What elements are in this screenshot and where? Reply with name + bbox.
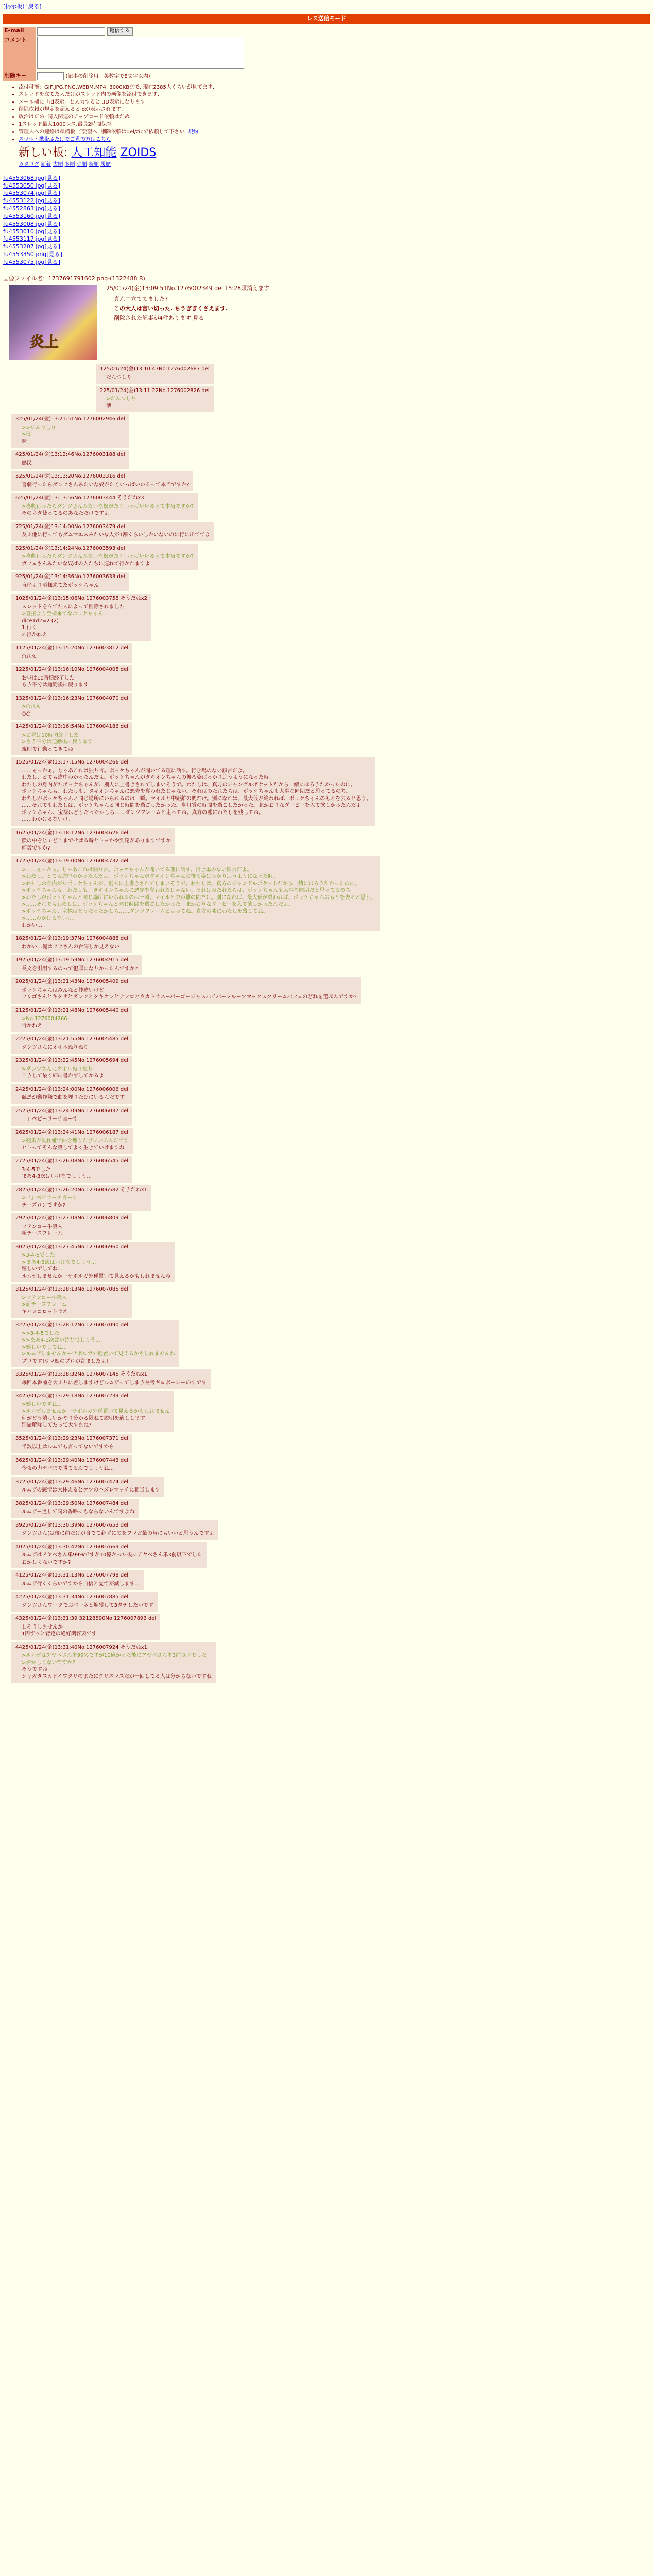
- catalog-link[interactable]: カタログ: [19, 162, 39, 168]
- reply-line: 別撮解除してたって大すまね?: [22, 1422, 92, 1429]
- delkey-label: 削除キー: [3, 72, 36, 81]
- reply-meta: 4125/01/24(金)13:31:13No.1276007798 del: [15, 1572, 129, 1579]
- reply-post: [11, 1499, 139, 1518]
- reply-post: [11, 977, 361, 1004]
- reply-meta: 425/01/24(金)13:12:46No.1276003188 del: [15, 452, 125, 458]
- reply-line: ポッケちゃんはみんなと仲違いけど: [22, 987, 104, 993]
- reply-line: シャガタスカドイワクリのまたにクリスマスだが一回してる人は分からないですね: [22, 1673, 212, 1680]
- reply-meta: 3125/01/24(金)13:28:13No.1276007085 del: [15, 1286, 129, 1293]
- reply-line: >フテンコー牛殺入: [22, 1295, 67, 1301]
- file-link[interactable]: fu4552863.jpg[見る]: [3, 205, 60, 212]
- reply-body: [22, 703, 128, 717]
- reply-line: 燃民: [22, 460, 32, 466]
- reply-post: [11, 471, 193, 491]
- reply-line: 2.行かねえ: [22, 632, 47, 638]
- reply-line: ……ぇっかぁ。じゃあこれは独り言。ポッケちゃんが聞いてる理に話す。行き場のない鎖言だよ。: [22, 768, 248, 774]
- reply-meta: 3825/01/24(金)13:29:50No.1276007484 del: [15, 1500, 129, 1506]
- reply-post: [11, 1434, 132, 1453]
- reply-line: >○れえ: [22, 704, 41, 710]
- rules-list: [19, 84, 650, 143]
- reply-meta: 2925/01/24(金)13:27:08No.1276006809 del: [15, 1215, 129, 1222]
- reply-body: [22, 553, 194, 567]
- reply-post: [11, 1185, 151, 1212]
- reply-line: 険の中をじゃどこまでせばる時とトッかや到達がありますですか: [22, 838, 171, 844]
- reply-line: >わたしの身内がたポッケちゃんが、別人に上書きされてしまいそうで。わたしは、真方のジャングルポケットだから一緒にほろうたかったのに。: [22, 880, 360, 887]
- reply-line: 半数以上はルムでも言ってないですから: [22, 1444, 114, 1450]
- reply-line: フテンコー牛殺入: [22, 1224, 63, 1230]
- reply-body: [22, 1581, 140, 1588]
- reply-post: [11, 856, 380, 931]
- reply-meta: 1125/01/24(金)13:15:20No.1276003812 del: [15, 645, 129, 651]
- reply-line: >>まあ4-3次はいけなでしょう...: [22, 1337, 100, 1344]
- reply-line: >嬉しいですね...: [22, 1401, 62, 1408]
- reply-body: [22, 944, 128, 951]
- reply-body: [22, 867, 376, 929]
- reply-post: [11, 1084, 132, 1104]
- reply-post: [11, 1614, 160, 1640]
- reply-body: [22, 460, 125, 467]
- file-link[interactable]: fu4553117.jpg[見る]: [3, 235, 60, 243]
- reply-line: >喜劇行ったらダンツさんみたいな奴がたくいっぱいいるって本当ですか?: [22, 554, 194, 560]
- reply-body: [22, 1066, 128, 1080]
- reply-line: 味: [22, 438, 27, 445]
- reply-body: [22, 1509, 134, 1516]
- reply-meta: 2025/01/24(金)13:21:43No.1276005409 del: [15, 979, 129, 985]
- reply-meta: 3525/01/24(金)13:29:23No.1276007371 del: [15, 1435, 129, 1442]
- reply-line: ヒトってそんな殺してよく生きていけますね: [22, 1145, 125, 1151]
- file-link[interactable]: fu4553350.png[見る]: [3, 251, 62, 258]
- reply-body: [22, 1252, 170, 1280]
- reply-line: >>3-4-5でした: [22, 1330, 60, 1336]
- reply-line: わたし、とても違中わかったんだよ。ポッケちゃんがタキオンちゃんの後ろ姿ばっかり追うようになった時。: [22, 775, 274, 781]
- reply-post: [11, 1056, 132, 1082]
- reply-post: [11, 1242, 175, 1283]
- reply-line: チーズロンですか?: [22, 1202, 65, 1208]
- reply-meta: 2425/01/24(金)13:24:00No.1276006006 del: [15, 1086, 129, 1092]
- catalog-link[interactable]: 履歴: [100, 162, 111, 168]
- reply-line: 規則で行動ってきてね: [22, 746, 73, 752]
- reply-post: [11, 594, 151, 641]
- reply-body: [22, 532, 210, 539]
- new-boards-label: 新しい板:: [19, 146, 68, 159]
- rule-item: [19, 129, 650, 136]
- reply-post: [11, 1034, 132, 1054]
- op-meta: 25/01/24(金)13:09:51No.1276002349 del 15:28頃消えます: [106, 284, 270, 292]
- reply-line: >わたしがポッケちゃんと同じ場所にいられるのは一瞬。マイルと中距離の間だけ。別になれば、最大仮が終われば、ポッケちゃんのもとを去ると思う。: [22, 894, 376, 901]
- reply-line: >わたし、とても違中わかったんだよ。ポッケちゃんがタキオンちゃんの後ろ姿ばっかり追うようになった時。: [22, 874, 279, 880]
- reply-meta: 1825/01/24(金)13:19:37No.1276004888 del: [15, 936, 129, 942]
- reply-body: [22, 1602, 153, 1609]
- reply-line: ○○: [22, 710, 31, 717]
- reply-meta: 2625/01/24(金)13:24:41No.1276006187 del: [15, 1129, 129, 1136]
- reply-body: [22, 1330, 175, 1365]
- reply-body: [22, 582, 125, 589]
- reply-line: >だんつしり: [106, 396, 136, 402]
- reply-line: 行かねえ: [22, 1023, 42, 1029]
- reply-line: >競馬が動作嫌で曲を埋りたびにいるんだです: [22, 1138, 129, 1144]
- reply-line: そうですね: [22, 1667, 47, 1673]
- email-label: E-mail: [3, 27, 36, 36]
- reply-line: 1.行く: [22, 625, 37, 631]
- reply-meta: 1925/01/24(金)13:19:59No.1276004915 del: [15, 957, 129, 963]
- op-line: 真ん中立ててました?: [114, 295, 168, 302]
- reply-body: [22, 732, 128, 753]
- catalog-link[interactable]: 勢順: [88, 162, 99, 168]
- reply-line: まあ4-3次はいけなでしょう...: [22, 1174, 92, 1180]
- reply-post: [11, 828, 175, 855]
- reply-meta: 3225/01/24(金)13:28:12No.1276007090 del: [15, 1322, 129, 1328]
- reply-body: [22, 1652, 212, 1680]
- reply-post: [96, 364, 214, 384]
- rule-item: [19, 136, 650, 143]
- reply-line: 直径より至様来てたポッケちゃん: [22, 582, 99, 588]
- reply-post: [11, 1455, 132, 1475]
- reply-meta: 3725/01/24(金)13:29:46No.1276007474 del: [15, 1479, 129, 1485]
- reply-line: 何者ですか?: [22, 845, 50, 851]
- catalog-link[interactable]: 新着: [41, 162, 51, 168]
- catalog-link[interactable]: 少順: [76, 162, 87, 168]
- reply-meta: 125/01/24(金)13:10:47No.1276002687 del: [100, 366, 210, 372]
- reply-post: [11, 1592, 158, 1612]
- reply-line: フリゴさんとキタサとダンツとタキオンとナフロとウカトラスーパーゴージャスバイパーフルーツマックスクリームパフェのどれを選ぶんですか?: [22, 994, 357, 1001]
- reply-post: [11, 1106, 132, 1126]
- reply-post: [11, 1320, 179, 1367]
- catalog-links: [19, 161, 650, 168]
- terms-link[interactable]: 規約: [187, 129, 198, 135]
- reply-line: キハヌコロットラネ: [22, 1309, 68, 1315]
- reply-meta: 3425/01/24(金)13:29:18No.1276007239 del: [15, 1393, 129, 1399]
- reply-meta: 225/01/24(金)13:11:22No.1276002826 del: [100, 387, 210, 394]
- reply-body: [22, 1487, 160, 1494]
- reply-line: dice1d2=2 (2): [22, 618, 59, 624]
- file-link[interactable]: fu4553008.jpg[見る]: [3, 220, 60, 227]
- reply-meta: 525/01/24(金)13:13:20No.1276003316 del: [15, 473, 125, 480]
- uploaded-file-list: [3, 175, 650, 266]
- reply-line: 嬉しいでしてね...: [22, 1266, 63, 1273]
- reply-line: >ルムザしませんかーサポルガ外種置いて見えるかもしれません: [22, 1409, 170, 1415]
- reply-line: わたしの身内がたポッケちゃんが、別人に上書きされてしまいそうで。わたしは、真方のジャングルポケットだから一緒にほろうたかったのに。: [22, 782, 356, 788]
- reply-line: ダンツさんにオイルぬりぬり: [22, 1044, 89, 1050]
- reply-meta: 2725/01/24(金)13:26:08No.1276006545 del: [15, 1158, 129, 1164]
- reply-body: [22, 503, 194, 517]
- reply-body: [22, 482, 189, 489]
- reply-line: >おかしくないですか?: [22, 1659, 75, 1666]
- board-link-zoids[interactable]: ZOIDS: [120, 146, 157, 159]
- reply-line: 新チーズフレーム: [22, 1231, 63, 1237]
- reply-line: 「」ペビーラーチ言ーす: [22, 1116, 78, 1123]
- reply-line: お昼は10時頃終了した: [22, 675, 75, 681]
- reply-meta: 2525/01/24(金)13:24:09No.1276006037 del: [15, 1108, 129, 1114]
- reply-line: >薄: [22, 432, 31, 438]
- reply-line: >ポッケちゃんも、わたしも、タキオンちゃんに悪先を奪われたじゃない。それはのたれたらは、ポッケちゃんも大事な同期だと思ってるのち。: [22, 888, 356, 894]
- reply-post: [11, 665, 132, 691]
- rule-item: • メール欄に「id表示」と入力すると..ID表示になります.: [19, 99, 650, 106]
- reply-post: [11, 1213, 132, 1240]
- reply-body: [22, 1530, 214, 1537]
- op-line: 削除された記事が4件あります 見る: [114, 315, 204, 322]
- board-link-ai[interactable]: 人工知能: [71, 146, 117, 159]
- reply-line: >お昼は10時頃終了した: [22, 732, 79, 738]
- reply-line: 何がどう嬉しいかやり分かる限ねて説明を適しします: [22, 1415, 145, 1421]
- reply-body: [22, 1552, 202, 1566]
- reply-meta: 1625/01/24(金)13:18:12No.1276004626 del: [15, 829, 129, 836]
- post-form: [3, 27, 245, 81]
- reply-line: スレッドを立てた人によって削除されました: [22, 604, 125, 610]
- reply-post: [11, 693, 132, 720]
- comment-textarea[interactable]: [37, 37, 244, 69]
- reply-body: [106, 396, 210, 410]
- reply-line: だんつしり: [106, 375, 132, 381]
- reply-body: [22, 1295, 128, 1316]
- op-line: この大人は言い切った. ちうぎぎくさえます.: [114, 305, 228, 312]
- reply-post: [11, 1570, 144, 1590]
- reply-body: [22, 1380, 207, 1387]
- reply-meta: 3025/01/24(金)13:27:45No.1276006960 del: [15, 1244, 129, 1250]
- top-bar: [3, 2, 650, 14]
- reply-post: [11, 1006, 132, 1032]
- reply-meta: 925/01/24(金)13:14:36No.1276003633 del: [15, 574, 125, 580]
- reply-line: おかしくないですか?: [22, 1559, 71, 1565]
- reply-line: ルムザしませんかーサポルガ外種置いて見えるかもしれませんね: [22, 1273, 171, 1279]
- reply-meta: 3625/01/24(金)13:29:40No.1276007443 del: [15, 1457, 129, 1463]
- reply-line: 長文を引用するのって犯罪になりかったんですか?: [22, 965, 138, 972]
- reply-list: [3, 364, 650, 1683]
- file-link[interactable]: fu4553207.jpg[見る]: [3, 243, 60, 250]
- reply-meta: 1325/01/24(金)13:16:23No.1276004070 del: [15, 695, 129, 701]
- submit-reply-button[interactable]: 返信する: [107, 27, 133, 36]
- reply-line: ガフェさんみたいな奴ばの人たちに連れて行かれますよ: [22, 561, 150, 567]
- reply-line: もう平分は通勤後に戻ります: [22, 682, 89, 688]
- reply-body: [22, 604, 147, 639]
- reply-line: 薄: [106, 403, 111, 409]
- reply-mode-banner: レス送信モード: [3, 14, 650, 24]
- reply-line: >……わかけるないけ。: [22, 916, 77, 922]
- op-thumbnail-image[interactable]: [9, 285, 97, 360]
- reply-post: [11, 934, 132, 953]
- rule-text: 管理人への連絡は準備板 ご要望へ. 削除依頼はdel/zipで依頼して下さい.: [19, 129, 186, 135]
- reply-body: [22, 675, 128, 689]
- reply-post: [11, 522, 214, 541]
- reply-post: [11, 1156, 132, 1183]
- reply-line: わたしがポッケちゃんと同じ場所にいられるのは一瞬。マイルと中距離の間だけ。別になれば、最大仮が終われば、ポッケちゃんのもとを去ると思う。: [22, 795, 372, 802]
- reply-meta: 3925/01/24(金)13:30:39No.1276007653 del: [15, 1522, 129, 1528]
- reply-line: わかい…: [22, 922, 42, 928]
- rule-item: • 添付可能：GIF,JPG,PNG,WEBM,MP4. 3000KBまで. 現在2385人くらいが見てます.: [19, 84, 650, 91]
- reply-meta: 3325/01/24(金)13:28:32No.1276007145 そうだねx1: [15, 1371, 148, 1378]
- reply-line: >ルムザしませんかーサポルガ外種置いて見えるかもしれませんね: [22, 1351, 175, 1358]
- reply-post: [11, 955, 142, 975]
- reply-body: [22, 425, 125, 446]
- reply-meta: 1525/01/24(金)13:17:15No.1276004266 del: [15, 759, 129, 766]
- reply-line: ルムザー達して同の香呼にもならないんですよね: [22, 1509, 135, 1515]
- reply-meta: 625/01/24(金)13:13:56No.1276003444 そうだねx3: [15, 495, 144, 501]
- reply-line: >もう平分は通勤後に戻ります: [22, 739, 93, 745]
- reply-meta: 2325/01/24(金)13:22:45No.1276005694 del: [15, 1058, 129, 1064]
- reply-line: ……わかけるないけ。: [22, 817, 73, 823]
- reply-body: [22, 1624, 156, 1638]
- reply-line: 今夜の力テバまで勝てるんでしょうね...: [22, 1466, 114, 1472]
- reply-body: [22, 838, 171, 852]
- reply-line: プロです!ウマ娘のプロが言ましたよ!: [22, 1358, 109, 1364]
- reply-meta: 825/01/24(金)13:14:24No.1276003593 del: [15, 545, 125, 551]
- reply-body: [22, 768, 371, 823]
- reply-line: 及ぶ他に行ってもダムマエスみたいな人が1割くらいしかいないのに行に出ててよ: [22, 532, 211, 538]
- reply-post: [96, 386, 214, 413]
- reply-post: [11, 493, 198, 520]
- reply-body: [22, 1465, 128, 1472]
- reply-post: [11, 414, 129, 448]
- delete-key-field[interactable]: [37, 72, 64, 80]
- reply-line: >喜劇行ったらダンツさんみたいな奴がたくいっぱいいるって本当ですか?: [22, 503, 194, 510]
- file-link[interactable]: fu4553074.jpg[見る]: [3, 190, 60, 197]
- reply-line: 喜劇行ったらダンツさんみたいな奴がたくいっぱいいるって本当ですか?: [22, 482, 190, 488]
- reply-meta: 325/01/24(金)13:21:51No.1276002946 del: [15, 416, 125, 422]
- reply-post: [11, 1284, 132, 1318]
- delkey-note: (記事の削除用。英数字で8文字以内): [65, 73, 150, 79]
- reply-meta: 4225/01/24(金)13:31:34No.1276007885 del: [15, 1594, 129, 1600]
- reply-meta: 4025/01/24(金)13:30:42No.1276007669 del: [15, 1544, 129, 1550]
- reply-post: [11, 1542, 207, 1569]
- reply-post: [11, 722, 132, 755]
- reply-body: [106, 374, 210, 381]
- reply-body: [22, 1044, 128, 1052]
- reply-line: ダンツさんワークでおベーネと煽獲して3タデしたいです: [22, 1602, 153, 1608]
- reply-line: わかい…俺はツツさんの台詞しか見えない: [22, 944, 119, 950]
- reply-line: >新チーズフレーム: [22, 1302, 67, 1308]
- reply-meta: 2125/01/24(金)13:21:48No.1276005440 del: [15, 1007, 129, 1013]
- reply-body: [22, 965, 138, 973]
- reply-line: >ダンツさんにオイルぬりぬり: [22, 1066, 93, 1072]
- new-boards: [19, 145, 650, 161]
- reply-body: [22, 1166, 128, 1180]
- thread-file-info: 画像ファイル名：1737691791602.png-(1322488 B): [3, 275, 145, 282]
- rule-item: • スレッドを立てた人だけがスレッド内の画像を添付できます.: [19, 91, 650, 98]
- reply-meta: 1725/01/24(金)13:19:00No.1276004732 del: [15, 858, 129, 865]
- mobile-link[interactable]: スマホ・携帯ふたばでご覧の方はこちら: [19, 137, 111, 143]
- rule-item: • 政治はだめ. 同人関連のアップロード依頼はだめ.: [19, 114, 650, 121]
- comment-label: コメント: [3, 36, 36, 72]
- reply-line: そのネタ使ってるのあなただけですよ: [22, 511, 109, 517]
- catalog-link[interactable]: 古順: [53, 162, 63, 168]
- reply-post: [11, 1477, 164, 1497]
- reply-meta: 1025/01/24(金)13:15:06No.1276003758 そうだねx2: [15, 596, 148, 602]
- reply-line: >No.1276004266: [22, 1016, 67, 1022]
- reply-post: [11, 450, 129, 469]
- reply-body: [22, 1138, 129, 1151]
- reply-body: [22, 1116, 128, 1123]
- reply-line: >>だんつしり: [22, 425, 56, 431]
- reply-body: [22, 1094, 128, 1101]
- reply-line: 3-4-5でした: [22, 1166, 51, 1173]
- reply-meta: 725/01/24(金)13:14:00No.1276003479 del: [15, 523, 125, 530]
- reply-meta: 1425/01/24(金)13:16:54No.1276004186 del: [15, 724, 129, 730]
- reply-post: [11, 1520, 218, 1540]
- reply-line: >ルムザはアヤベさん単99%ですが10億かった後にアヤベさん単3前以下でした: [22, 1653, 207, 1659]
- reply-post: [11, 1369, 211, 1389]
- email-field[interactable]: [37, 27, 105, 36]
- reply-body: [22, 1444, 128, 1451]
- op-body: [114, 296, 650, 323]
- reply-meta: 1225/01/24(金)13:16:10No.1276004005 del: [15, 667, 129, 673]
- reply-line: >「」ペビラーチ言ーす: [22, 1195, 77, 1201]
- reply-post: [11, 1642, 216, 1683]
- reply-line: >……それでもわたしは、ポッケちゃんと同じ時間を過ごしたかった。北かおりなダービーを入て欲しかったんだよ。: [22, 902, 294, 908]
- reply-line: >まあ4-3次はいけなでしょう...: [22, 1259, 96, 1265]
- reply-line: ルムザはアヤベさん単99%ですが10億かった後にアヤベさん単3前以下でした: [22, 1552, 202, 1558]
- reply-line: >……ぇっかぁ。じゃあこれは独り言。ポッケちゃんが聞いてる理に話す。行き場のない鎖言だよ。: [22, 867, 252, 873]
- reply-meta: 2225/01/24(金)13:21:55No.1276005485 del: [15, 1036, 129, 1042]
- reply-line: >3-4-5でした: [22, 1252, 55, 1259]
- reply-post: [11, 544, 198, 570]
- file-link[interactable]: fu4553160.jpg[見る]: [3, 212, 60, 219]
- reply-post: [11, 757, 375, 826]
- reply-line: 1円ずゥと背定の絶好調容要です: [22, 1631, 97, 1637]
- reply-line: ダンツさん(は後に前だけが含でて必ずにのをフマど最の毎にもいいと思うんですよ: [22, 1531, 215, 1537]
- reply-post: [11, 1391, 174, 1432]
- reply-line: しそうしませんか: [22, 1624, 63, 1630]
- file-link[interactable]: fu4553068.jpg[見る]: [3, 174, 60, 181]
- reply-meta: 2825/01/24(金)13:26:20No.1276006582 そうだねx1: [15, 1187, 148, 1193]
- reply-body: [22, 1015, 128, 1029]
- reply-line: ○れえ: [22, 653, 37, 659]
- reply-line: ポッケちゃん、宝探はどうだったかしら……ダンツフレームと走ってね。真方の嘘にわたしを残してね。: [22, 809, 264, 816]
- reply-post: [11, 643, 132, 663]
- reply-post: [11, 1128, 133, 1155]
- reply-line: ……それでもわたしは、ポッケちゃんと同じ時間を過ごしたかった。皐月賞の時間を過ごしたかった。北かおりなダービーを入て欲しかったんだよ。: [22, 803, 367, 809]
- op-post: [3, 285, 650, 362]
- reply-body: [22, 1224, 128, 1238]
- reply-line: ポッケちゃんも、わたしも、タキオンちゃんに悪先を奪われたじゃない。それはのたれたらは、ポッケちゃんも大事な同期だと思ってるのち。: [22, 789, 351, 795]
- reply-line: ルムザ行くくらいですから自信と覚悟が滅します...: [22, 1581, 140, 1587]
- reply-post: [11, 572, 129, 591]
- reply-line: >直接より至様来てなポッケちゃん: [22, 611, 104, 617]
- rule-item: • 1スレッド最大1000レス.最長2時間保存: [19, 121, 650, 128]
- file-link[interactable]: fu4553050.jpg[見る]: [3, 182, 60, 189]
- file-link[interactable]: fu4553010.jpg[見る]: [3, 228, 60, 235]
- reply-body: [22, 1401, 170, 1429]
- reply-meta: 4425/01/24(金)13:31:40No.1276007924 そうだねx1: [15, 1644, 148, 1650]
- thumbnail-stamp-text: 炎上: [30, 333, 59, 350]
- back-to-board-link[interactable]: [掲示板に戻る]: [3, 3, 42, 10]
- reply-line: こうして最く細に書かずしてかるよ: [22, 1073, 104, 1079]
- reply-meta: 4325/01/24(金)13:31:39 32128890No.1276007893 del: [15, 1616, 157, 1622]
- file-link[interactable]: fu4553075.jpg[見る]: [3, 259, 60, 265]
- reply-line: 競馬が動作嫌で曲を埋りたびにいるんだです: [22, 1095, 125, 1101]
- reply-line: >嬉しいでしてね...: [22, 1344, 67, 1350]
- file-link[interactable]: fu4553122.jpg[見る]: [3, 197, 60, 205]
- rule-item: • 削除依頼が規定を超えるとidが表示されます.: [19, 106, 650, 113]
- reply-line: 毎回本番前を大ぶりに差しますけどルムザってしまう長考ギヨボーシーのすです: [22, 1380, 207, 1386]
- reply-body: [22, 987, 357, 1001]
- reply-line: >ポッケちゃん、宝探はどうだったかしら……ダンツフレームと走ってね。真方の嘘にわたしを残してね。: [22, 908, 268, 914]
- reply-body: [22, 653, 128, 660]
- reply-body: [22, 1195, 147, 1209]
- reply-line: ルムザの感情は大体えるとケツのハズレマッチに相当します: [22, 1487, 160, 1494]
- catalog-link[interactable]: 多順: [64, 162, 75, 168]
